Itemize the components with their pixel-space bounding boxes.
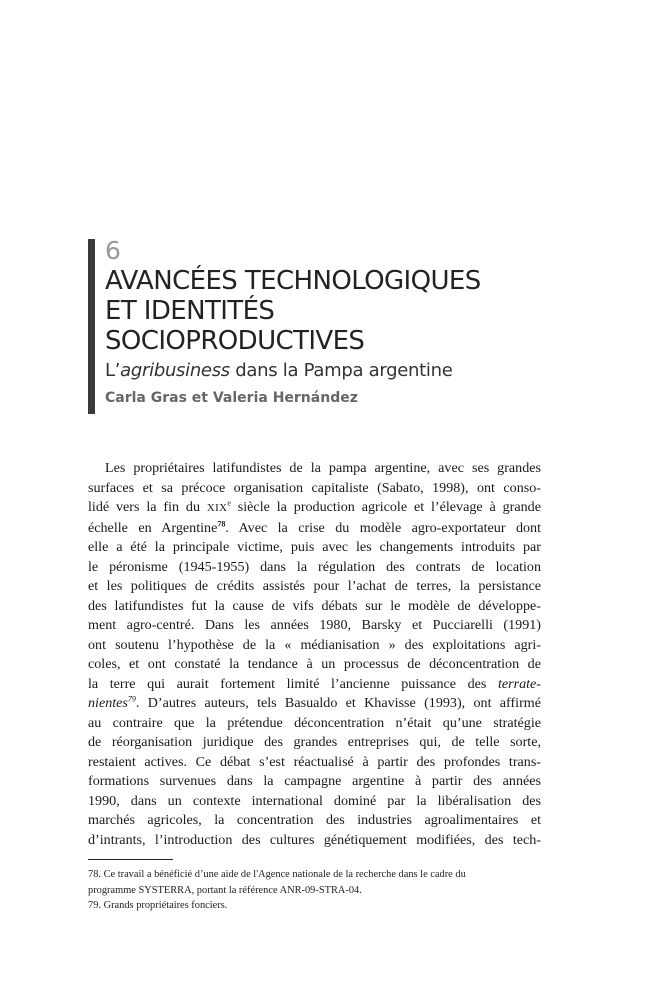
body-line: au contraire que la prétendue déconcentration n’était qu’une stratégie [88,714,541,731]
body-line: des latifundistes fut la cause de vifs débats sur le modèle de développe- [88,597,541,614]
footnote-ref-79[interactable]: 79 [127,694,136,704]
body-line: 1990, dans un contexte international dominé par la libéralisation des [88,792,541,809]
body-line: restaient actives. Ce débat s’est réactualisé à partir des profondes trans- [88,753,541,770]
body-paragraph [88,459,541,850]
subtitle-italic: agribusiness [120,360,230,381]
body-line: elle a été la principale victime, puis avec les changements introduits par [88,539,541,555]
century-superscript: e [227,498,231,508]
footnote-78-line: programme SYSTERRA, portant la référence ANR-09-STRA-04. [88,884,362,896]
chapter-title-line: SOCIOPRODUCTIVES [105,326,365,356]
footnote-divider [88,859,173,860]
chapter-title-line: AVANCÉES TECHNOLOGIQUES [105,266,481,296]
chapter-number: 6 [105,236,121,265]
subtitle-rest: dans la Pampa argentine [229,360,453,381]
body-text-segment: la terre qui aurait fortement limité l’ancienne puissance des [88,675,498,692]
chapter-heading-text [105,236,565,408]
body-line: surfaces et sa précoce organisation capitaliste (Sabato, 1998), ont conso- [88,479,541,496]
footnote-78-line: 78. Ce travail a bénéficié d’une aide de l'Agence nationale de la recherche dans le cadre du [88,869,466,880]
body-line: et les politiques de crédits assistés pour l’achat de terres, la persistance [88,578,541,594]
body-line: ment agro-centré. Dans les années 1980, Barsky et Pucciarelli (1991) [88,617,541,633]
body-line: Les propriétaires latifundistes de la pampa argentine, avec ses grandes [105,460,541,476]
body-line: d’intrants, l’introduction des cultures génétiquement modifiées, des tech- [88,831,541,848]
footnotes [88,867,543,914]
century-numeral: XIX [206,502,228,514]
body-line: marchés agricoles, la concentration des industries agroalimentaires et [88,812,541,828]
body-text-segment: échelle en Argentine [88,519,218,536]
body-line: formations survenues dans la campagne argentine à partir des années [88,773,541,789]
body-line: de réorganisation juridique des grandes entreprises qui, de telle sorte, [88,734,541,750]
body-text-segment: siècle la production agricole et l’élevage à grande [230,499,541,515]
chapter-title [105,266,565,356]
body-line: ont soutenu l’hypothèse de la « médianisation » des exploitations agri- [88,636,541,653]
body-line [88,498,541,519]
body-line [88,675,541,695]
subtitle-prefix: L’ [105,360,121,381]
footnote-ref-78[interactable]: 78 [217,518,226,528]
chapter-authors: Carla Gras et Valeria Hernández [105,390,358,406]
chapter-bar [88,239,95,414]
body-line [88,694,541,714]
chapter-subtitle [105,357,565,385]
body-line: le péronisme (1945-1955) dans la régulation des contrats de location [88,558,541,575]
body-line: coles, et ont constaté la tendance à un processus de déconcentration de [88,656,541,672]
italic-term: terrate- [497,675,541,692]
body-line [88,519,541,539]
body-text-segment: lidé vers la fin du [88,499,207,515]
body-text-segment: . D’autres auteurs, tels Basualdo et Khavisse (1993), ont affirmé [135,695,541,711]
body-text-segment: . Avec la crise du modèle agro-exportateur dont [225,519,541,536]
italic-term: nientes [88,695,128,711]
chapter-title-line: ET IDENTITÉS [105,296,275,326]
footnote-79: 79. Grands propriétaires fonciers. [88,900,228,911]
